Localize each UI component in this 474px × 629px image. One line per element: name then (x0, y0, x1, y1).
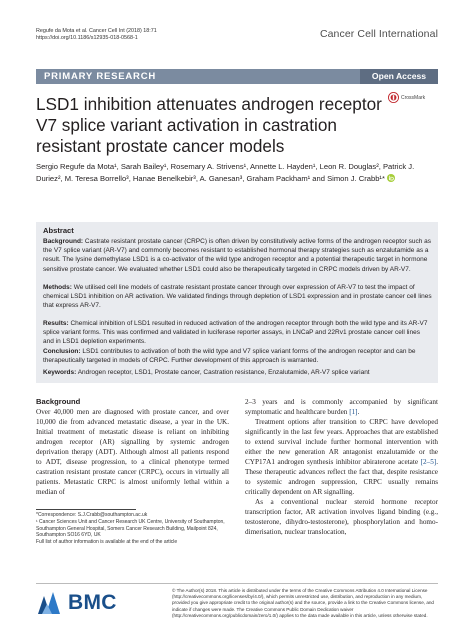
body-paragraph: As a conventional nuclear steroid hormone receptor transcription factor, AR activation involves ligand binding (e.g., testosterone, dihydro-testosterone), phosphorylation and homo-dimerisation, nuclear translocation, (245, 498, 438, 536)
crossmark-badge[interactable] (388, 92, 425, 103)
license-text: © The Author(s) 2018. This article is distributed under the terms of the Creative Commons Attribution 4.0 International License (http://creativecommons.org/licenses/by/4.0/), which permits unrestricted use, distribution, and reproduction in any medium, provided you give appropriate credit to the original author(s) and the source, provide a link to the Creative Commons license, and indicate if changes were made. The Creative Commons Public Domain Dedication waiver (http://creativecommons.org/publicdomain/zero/1.0/) applies to the data made available in this article, unless otherwise stated. (172, 588, 434, 618)
bmc-logo[interactable] (36, 590, 117, 616)
abstract-label: Conclusion: (43, 348, 81, 355)
citation-link[interactable]: [1] (349, 408, 358, 416)
abstract-background (43, 237, 432, 274)
abstract-text: We utilised cell line models of castrate resistant prostate cancer through over expression of AR-V7 to test the impact of chemical LSD1 inhibition on AR activation. We validated findings through depletion of LSD1 expression and in prostate cancer cell lines that express AR-V7. (43, 284, 432, 310)
crossmark-label: CrossMark (401, 94, 426, 101)
section-banner (36, 69, 438, 84)
doi-link[interactable]: https://doi.org/10.1186/s12935-018-0568-1 (36, 35, 138, 41)
author-list (36, 161, 436, 184)
section-label: PRIMARY RESEARCH (44, 71, 157, 82)
footnote-divider (36, 509, 136, 510)
footnote (36, 512, 226, 546)
citation-link[interactable]: [2–5] (420, 458, 437, 466)
abstract-text: Chemical inhibition of LSD1 resulted in reduced activation of the androgen receptor through both the wild type and its AR-V7 splice variant forms. This was confirmed and validated in luciferase reporter assays, in LNCaP and 22Rv1 prostate cancer cell lines and in LSD1 depletion experiments. (43, 320, 428, 346)
author-info-note: Full list of author information is available at the end of the article (36, 539, 178, 546)
abstract-methods (43, 283, 432, 311)
correspondence: *Correspondence: S.J.Crabb@southampton.ac.uk (36, 512, 148, 518)
bmc-wordmark: BMC (68, 591, 117, 614)
journal-name: Cancer Cell International (319, 28, 438, 40)
abstract-text: Castrate resistant prostate cancer (CRPC) is often driven by constitutively active forms of the androgen receptor such as the V7 splice variant (AR-V7) and commonly becomes resistant to established hormonal therapy strategies such as enzalutamide as a result. The lysine demethylase LSD1 is a co-activator of the wild type androgen receptor and a potential therapeutic target in hormone sensitive prostate cancer. We evaluated whether LSD1 could also be therapeutically targeted in CRPC models driven by AR-V7. (43, 238, 432, 273)
abstract-label: Methods: (43, 284, 72, 291)
citation-header (36, 28, 157, 42)
keywords-text: Androgen receptor, LSD1, Prostate cancer, Castration resistance, Enzalutamide, AR-V7 splice variant (77, 369, 370, 376)
abstract-keywords (43, 368, 432, 377)
body-column-right (245, 397, 438, 537)
article-title: LSD1 inhibition attenuates androgen receptor V7 splice variant activation in castration resistant prostate cancer models (36, 94, 382, 156)
abstract-conclusion (43, 347, 432, 365)
author-names: Sergio Regufe da Mota¹, Sarah Bailey¹, Rosemary A. Strivens¹, Annette L. Hayden¹, Leon R. Douglas², Patrick J. Duriez², M. Teresa Borrello³, Hanae Benelkebir³, A. Ganesan³, Graham Packham¹ and Simon J. Crabb¹* (36, 162, 415, 183)
footer-divider (36, 583, 438, 584)
orcid-icon[interactable] (387, 174, 395, 182)
section-heading-background: Background (36, 397, 81, 406)
citation-line: Regufe da Mota et al. Cancer Cell Int (2018) 18:71 (36, 28, 157, 34)
abstract-label: Background: (43, 238, 84, 245)
body-paragraph: 2–3 years and is commonly accompanied by significant symptomatic and healthcare burden [1]. (245, 398, 438, 416)
abstract-results (43, 319, 432, 347)
abstract-heading: Abstract (43, 226, 74, 235)
abstract-box (36, 222, 438, 383)
open-access-badge: Open Access (360, 69, 438, 84)
abstract-text: LSD1 contributes to activation of both the wild type and V7 splice variant forms of the androgen receptor and can be therapeutically targeted in models of CRPC. Further development of this approach is warranted. (43, 348, 416, 365)
crossmark-icon (388, 92, 399, 103)
abstract-label: Results: (43, 320, 69, 327)
body-paragraph: Treatment options after transition to CRPC have developed significantly in the last few years. Approaches that are established to extend survival include further hormonal intervention with either the new generation AR antagonist enzalutamide or the CYP17A1 androgen synthesis inhibitor abiraterone acetate [2–5]. These therapeutic advances reflect the fact that, despite resistance to systemic androgen suppression, CRPC usually remains critically dependent on AR signalling. (245, 418, 438, 496)
affiliation: ¹ Cancer Sciences Unit and Cancer Research UK Centre, University of Southampton, Southampton General Hospital, Somers Cancer Research Building, Mailpoint 824, Southampton SO16 6YD, UK (36, 518, 225, 539)
body-column-left: Over 40,000 men are diagnosed with prostate cancer, and over 10,000 die from advanced metastatic disease, a year in the UK. Initial treatment of metastatic disease is reliant on inhibiting androgen receptor (AR) signalling by systemic androgen deprivation therapy (ADT). Although almost all patients respond to ADT, disease progression, to a clinical phenotype termed castration resistant prostate cancer (CRPC), occurs in virtually all patients. Metastatic CRPC is almost uniformly lethal within a median of (36, 408, 229, 496)
bmc-logo-icon (36, 590, 64, 616)
abstract-label: Keywords: (43, 369, 77, 376)
